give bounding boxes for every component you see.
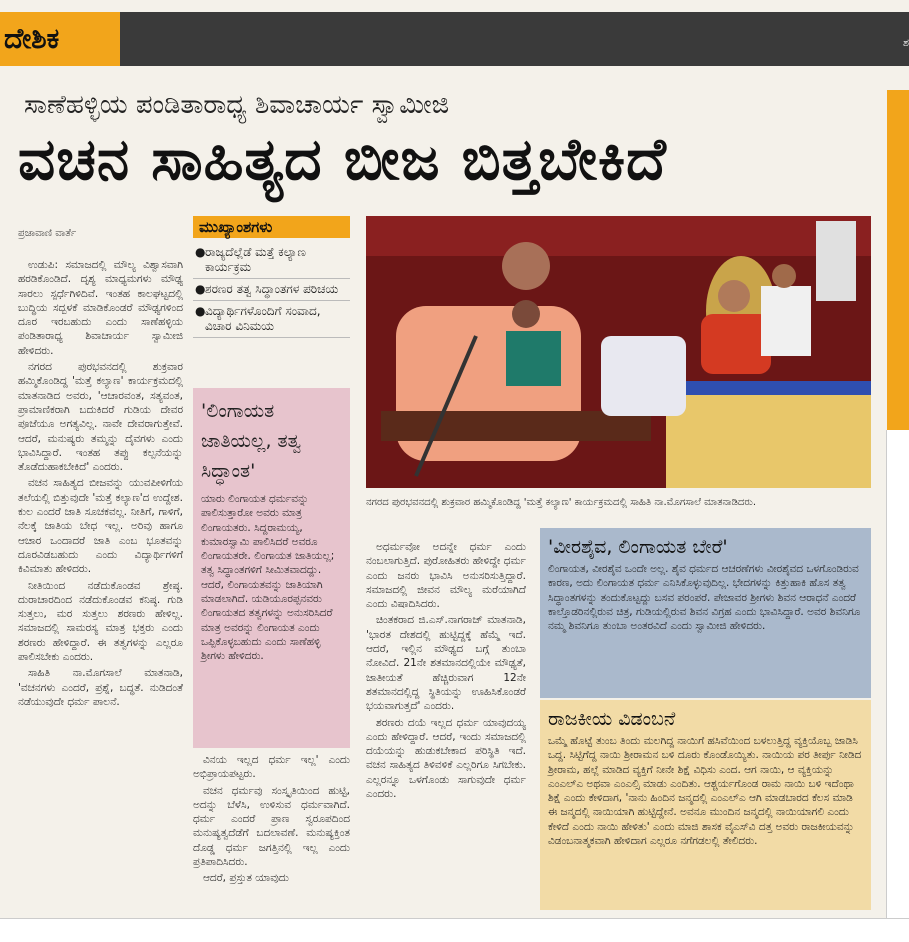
event-photo <box>366 216 871 488</box>
paragraph: ವಿನಯ ಇಲ್ಲದ ಧರ್ಮ ಇಲ್ಲ' ಎಂದು ಅಭಿಪ್ರಾಯಪಟ್ಟರು. <box>193 754 350 781</box>
paragraph: ನೀತಿಯಿಂದ ನಡೆದುಕೊಂಡವ ಶ್ರೇಷ್ಠ. ದುರಾಚಾರದಿಂದ ನಡೆದುಕೊಂಡವ ಕನಿಷ್ಠ. ಗುಡಿ ಸುತ್ತಲು, ಮರ ಸುತ್ತಲು ಶರಣರು ಹೇಳಿಲ್ಲ. ಸಮಾಜದಲ್ಲಿ ಸಾಮರಸ್ಯ ಮಾತ್ರ ಭಕ್ತರು ಎಂದು ಶರಣರು ಹೇಳಿದ್ದಾರೆ. ಈ ತತ್ವಗಳನ್ನು ಎಲ್ಲರೂ ಪಾಲಿಸಬೇಕು ಎಂದರು. <box>18 579 183 664</box>
header-right-text: ಶ <box>902 36 909 49</box>
sidebar-title: 'ವೀರಶೈವ, ಲಿಂಗಾಯತ ಬೇರೆ' <box>548 536 728 558</box>
article-column-2 <box>193 753 350 888</box>
section-label: ದೇಶಿಕ <box>0 12 120 66</box>
right-edge-column <box>886 430 909 940</box>
photo-caption: ನಗರದ ಪುರಭವನದಲ್ಲಿ ಶುಕ್ರವಾರ ಹಮ್ಮಿಕೊಂಡಿದ್ದ 'ಮತ್ತೆ ಕಲ್ಯಾಣ' ಕಾರ್ಯಕ್ರಮದಲ್ಲಿ ಸಾಹಿತಿ ನಾ.ಮೊಗಸಾಲೆ ಮಾತನಾಡಿದರು. <box>366 497 756 508</box>
lingayat-sidebar <box>193 388 350 748</box>
article-byline: ಪ್ರಜಾವಾಣಿ ವಾರ್ತೆ <box>18 228 77 239</box>
bullet-icon: ● <box>195 304 206 318</box>
sidebar-text: ಲಿಂಗಾಯತ, ವೀರಶೈವ ಒಂದೇ ಅಲ್ಲ. ಶೈವ ಧರ್ಮದ ಆಚರಣೆಗಳು ವೀರಶೈವದ ಒಳಗೊಂಡಿರುವ ಕಾರಣ, ಅದು ಲಿಂಗಾಯತ ಧರ್ಮ ಎನಿಸಿಕೊಳ್ಳುವುದಿಲ್ಲ. ಭೇದಗಳನ್ನು ಕಿತ್ತುಹಾಕಿ ಹೊಸ ತತ್ವ ಸಿದ್ಧಾಂತಗಳನ್ನು ತಂದುಕೊಟ್ಟದ್ದು ಬಸವ ಪರಂಪರೆ. ಪೇಜಾವರ ಶ್ರೀಗಳು ಶಿವನ ಆರಾಧನೆ ಎಂದರೆ ಕಾಲ್ತೊಡರಿನಲ್ಲಿರುವ ಚಿತ್ರ, ಗುಡಿಯಲ್ಲಿರುವ ಶಿವನ ವಿಗ್ರಹ ಎಂದು ಭಾವಿಸಿದ್ದಾರೆ. ಅವರ ಶಿವನಿಗೂ ನಮ್ಮ ಶಿವನಿಗೂ ತುಂಬಾ ಅಂತರವಿದೆ ಎಂದು ಸ್ವಾಮೀಜಿ ಹೇಳಿದರು. <box>548 563 861 633</box>
veerashaiva-sidebar <box>540 528 871 698</box>
highlights-title: ಮುಖ್ಯಾಂಶಗಳು <box>193 216 350 238</box>
list-item: ● ರಾಜ್ಯದೆಲ್ಲೆಡೆ ಮತ್ತೆ ಕಲ್ಯಾಣ ಕಾರ್ಯಕ್ರಮ <box>193 242 350 279</box>
article-kicker: ಸಾಣೆಹಳ್ಳಿಯ ಪಂಡಿತಾರಾಧ್ಯ ಶಿವಾಚಾರ್ಯ ಸ್ವಾಮೀಜಿ <box>24 90 450 120</box>
highlights-box <box>193 216 350 338</box>
paragraph: ಆದರೆ, ಪ್ರಸ್ತುತ ಯಾವುದು <box>203 872 289 885</box>
bullet-icon: ● <box>195 245 206 259</box>
paragraph: ಸಾಹಿತಿ ನಾ.ಮೊಗಸಾಲೆ ಮಾತನಾಡಿ, 'ವಚನಗಳು ಎಂದರೆ, ಪ್ರಶ್ನೆ, ಬದ್ಧತೆ. ನುಡಿದಂತೆ ನಡೆಯುವುದೇ ಧರ್ಮ ಪಾಲನೆ. <box>18 667 183 708</box>
paragraph: ನಗರದ ಪುರಭವನದಲ್ಲಿ ಶುಕ್ರವಾರ ಹಮ್ಮಿಕೊಂಡಿದ್ದ 'ಮತ್ತೆ ಕಲ್ಯಾಣ' ಕಾರ್ಯಕ್ರಮದಲ್ಲಿ ಮಾತನಾಡಿದ ಅವರು, 'ಆಚಾರವಂತ, ಸತ್ಯವಂತ, ಪ್ರಾಮಾಣಿಕರಾಗಿ ಬದುಕಿದರೆ ಗುಡಿಯ ದೇವರ ಪೂಜೆಯೂ ಅಗತ್ಯವಿಲ್ಲ. ನಾವೇ ದೇವರಾಗುತ್ತೇವೆ. ಆದರೆ, ಮನುಷ್ಯರು ತಮ್ಮನ್ನು ದೈವಗಳು ಎಂದು ಭಾವಿಸಿದ್ದಾರೆ. ಇಂತಹ ತಪ್ಪು ಕಲ್ಪನೆಯನ್ನು ತೊಡೆದುಹಾಕಬೇಕಿದೆ' ಎಂದರು. <box>18 361 183 474</box>
header-band <box>0 12 909 66</box>
list-item: ● ಶರಣರ ತತ್ವ ಸಿದ್ಧಾಂತಗಳ ಪರಿಚಯ <box>193 279 350 301</box>
paragraph: ವಚನ ಸಾಹಿತ್ಯದ ಬೀಜವನ್ನು ಯುವಪೀಳಿಗೆಯ ತಲೆಯಲ್ಲಿ ಬಿತ್ತುವುದೇ 'ಮತ್ತೆ ಕಲ್ಯಾಣ'ದ ಉದ್ದೇಶ. ಕುಲ ಎಂದರೆ ಜಾತಿ ಸೂಚಕವಲ್ಲ. ನೀತಿಗೆ, ಗಾಳಿಗೆ, ನೆಲಕ್ಕೆ ಜಾತಿಯ ಬೇಧ ಇಲ್ಲ. ಅರಿವು ಹಾಗೂ ಆಚಾರ ಒಂದಾದರೆ ಜಾತಿ ಎಂಬ ಭೂತವನ್ನು ದೂರವಿಡಬಹುದು ಎಂದು ವಿದ್ಯಾರ್ಥಿಗಳಿಗೆ ಕಿವಿಮಾತು ಹೇಳಿದರು. <box>18 477 183 576</box>
sidebar-title: 'ಲಿಂಗಾಯತ ಜಾತಿಯಲ್ಲ, ತತ್ವ ಸಿದ್ಧಾಂತ' <box>201 400 302 482</box>
article-column-3 <box>366 540 526 803</box>
paragraph: ವಚನ ಧರ್ಮವು ಸಂಸ್ಕೃತಿಯಿಂದ ಹುಟ್ಟಿ, ಅದನ್ನು ಬೆಳೆಸಿ, ಉಳಿಸುವ ಧರ್ಮವಾಗಿದೆ. ಧರ್ಮ ಎಂದರೆ ಪ್ರಾಣ ಸ್ವರೂಪದಿಂದ ಮನುಷ್ಯತ್ವದೆಡೆಗೆ ಬದಲಾವಣೆ. ಮನುಷ್ಯಕ್ತಿಂತ ದೊಡ್ಡ ಧರ್ಮ ಜಗತ್ತಿನಲ್ಲಿ ಇಲ್ಲ ಎಂದು ಪ್ರತಿಪಾದಿಸಿದರು. <box>193 784 350 869</box>
paragraph: ಅಧರ್ಮವೋ ಅದನ್ನೇ ಧರ್ಮ ಎಂದು ನಂಬಲಾಗುತ್ತಿದೆ. ಪುರೋಹಿತರು ಹೇಳಿದ್ದೇ ಧರ್ಮ ಎಂದು ಜನರು ಭಾವಿಸಿ ಅನುಸರಿಸುತ್ತಿದ್ದಾರೆ. ಸಮಾಜದಲ್ಲಿ ಜೀವನ ಮೌಲ್ಯ ಮರೆಯಾಗಿದೆ ಎಂದು ವಿಷಾದಿಸಿದರು. <box>366 541 526 611</box>
event-photo-illustration <box>366 216 871 488</box>
list-item: ● ವಿದ್ಯಾರ್ಥಿಗಳೊಂದಿಗೆ ಸಂವಾದ, ವಿಚಾರ ವಿನಿಮಯ <box>193 301 350 338</box>
sidebar-title: ರಾಜಕೀಯ ವಿಡಂಬನೆ <box>548 708 676 730</box>
sidebar-text: ಯಾರು ಲಿಂಗಾಯತ ಧರ್ಮವನ್ನು ಪಾಲಿಸುತ್ತಾರೋ ಅವರು ಮಾತ್ರ ಲಿಂಗಾಯತರು. ಸಿದ್ದರಾಮಯ್ಯ, ಕುಮಾರಸ್ವಾಮಿ ಪಾಲಿಸಿದರೆ ಅವರೂ ಲಿಂಗಾಯತರೇ. ಲಿಂಗಾಯತ ಜಾತಿಯಲ್ಲ; ತತ್ವ ಸಿದ್ಧಾಂತಗಳಿಗೆ ಸೀಮಿತವಾದದ್ದು. ಆದರೆ, ಲಿಂಗಾಯತವನ್ನು ಜಾತಿಯಾಗಿ ಮಾಡಲಾಗಿದೆ. ಯಡಿಯೂರಪ್ಪನವರು ಲಿಂಗಾಯತದ ತತ್ವಗಳನ್ನು ಅನುಸರಿಸಿದರೆ ಮಾತ್ರ ಅವರನ್ನು ಲಿಂಗಾಯತ ಎಂದು ಒಪ್ಪಿಕೊಳ್ಳಬಹುದು ಎಂದು ಸಾಣೆಹಳ್ಳಿ ಶ್ರೀಗಳು ಹೇಳಿದರು. <box>201 493 335 663</box>
paragraph: ಚಿಂತಕರಾದ ಜಿ.ಎಸ್.ನಾಗರಾಜ್ ಮಾತನಾಡಿ, 'ಭಾರತ ದೇಶದಲ್ಲಿ ಹುಟ್ಟಿದ್ದಕ್ಕೆ ಹೆಮ್ಮೆ ಇದೆ. ಆದರೆ, ಇಲ್ಲಿನ ಮೌಢ್ಯದ ಬಗ್ಗೆ ತುಂಬಾ ನೋವಿದೆ. 21ನೇ ಶತಮಾನದಲ್ಲಿಯೇ ಮೌಢ್ಯತೆ, ಜಾತೀಯತೆ ಹೆಚ್ಚಿರುವಾಗ 12ನೇ ಶತಮಾನದಲ್ಲಿದ್ದ ಸ್ಥಿತಿಯನ್ನು ಊಹಿಸಿಕೊಂಡರೆ ಭಯವಾಗುತ್ತದೆ' ಎಂದರು. <box>366 614 526 713</box>
article-headline: ವಚನ ಸಾಹಿತ್ಯದ ಬೀಜ ಬಿತ್ತಬೇಕಿದೆ <box>18 125 667 193</box>
sidebar-text: ಒಮ್ಮೆ ಹೊಟ್ಟೆ ತುಂಬ ತಿಂದು ಮಲಗಿದ್ದ ನಾಯಿಗೆ ಹಸಿವೆಯಿಂದ ಬಳಲುತ್ತಿದ್ದ ವ್ಯಕ್ತಿಯೊಬ್ಬ ಜಾಡಿಸಿ ಒದ್ದ. ಸಿಟ್ಟಿಗೆದ್ದ ನಾಯಿ ಶ್ರೀರಾಮನ ಬಳಿ ದೂರು ಕೊಂಡೊಯ್ಯಿತು. ನಾಯಿಯ ಪರ ತೀರ್ಪು ನೀಡಿದ ಶ್ರೀರಾಮ, ಹಲ್ಲೆ ಮಾಡಿದ ವ್ಯಕ್ತಿಗೆ ನೀನೇ ಶಿಕ್ಷೆ ವಿಧಿಸು ಎಂದ. ಆಗ ನಾಯಿ, ಆ ವ್ಯಕ್ತಿಯನ್ನು ಎಂಎಲ್ಎ ಅಥವಾ ಎಂಎಲ್ಸಿ ಮಾಡು ಎಂದಿತು. ಆಶ್ಚರ್ಯಗೊಂಡ ರಾಮ ನಾಯಿ ಬಳಿ ಇದೆಂಥಾ ಶಿಕ್ಷೆ ಎಂದು ಕೇಳಿದಾಗ, 'ನಾನು ಹಿಂದಿನ ಜನ್ಮದಲ್ಲಿ ಎಂಎಲ್ಎ ಆಗಿ ಮಾಡಬಾರದ ಕೆಲಸ ಮಾಡಿ ಈ ಜನ್ಮದಲ್ಲಿ ನಾಯಿಯಾಗಿ ಹುಟ್ಟಿದ್ದೇನೆ. ಅವನೂ ಮುಂದಿನ ಜನ್ಮದಲ್ಲಿ ನಾಯಿಯಾಗಲಿ ಎಂದು ಕೇಳಿದೆ ಎಂದು ನಾಯಿ ಹೇಳಿತು' ಎಂದು ಮಾಜಿ ಶಾಸಕ ವೈಎಸ್‌ವಿ ದತ್ತ ಅವರು ರಾಜಕೀಯವನ್ನು ವಿಡಂಬನಾತ್ಮಕವಾಗಿ ಹೇಳಿದಾಗ ಎಲ್ಲರೂ ನಗೆಗಡಲಲ್ಲಿ ತೇಲಿದರು. <box>548 735 862 848</box>
paragraph: ಉಡುಪಿ: ಸಮಾಜದಲ್ಲಿ ಮೌಲ್ಯ ವಿಶ್ವಾಸವಾಗಿ ಹರಡಿಕೊಂಡಿದೆ. ದೃಶ್ಯ ಮಾಧ್ಯಮಗಳು ಮೌಢ್ಯ ಸಾರಲು ಸ್ಪರ್ಧೆಗಿಳಿದಿವೆ. ಇಂತಹ ಕಾಲಘಟ್ಟದಲ್ಲಿ ಬುದ್ಧಿಯ ಸದ್ಬಳಕೆ ಮಾಡಿಕೊಂಡರೆ ಮೌಢ್ಯಗಳಿಂದ ದೂರ ಇರಬಹುದು ಎಂದು ಸಾಣೆಹಳ್ಳಿಯ ಪಂಡಿತಾರಾಧ್ಯ ಶಿವಾಚಾರ್ಯ ಸ್ವಾಮೀಜಿ ಹೇಳಿದರು. <box>18 259 183 357</box>
highlights-list <box>193 242 350 338</box>
political-satire-sidebar <box>540 700 871 910</box>
paragraph: ಶರಣರು ದಯೆ ಇಲ್ಲದ ಧರ್ಮ ಯಾವುದಯ್ಯ ಎಂದು ಹೇಳಿದ್ದಾರೆ. ಆದರೆ, ಇಂದು ಸಮಾಜದಲ್ಲಿ ದಯೆಯನ್ನು ಹುಡುಕಬೇಕಾದ ಪರಿಸ್ಥಿತಿ ಇದೆ. ವಚನ ಸಾಹಿತ್ಯದ ತಿಳಿವಳಿಕೆ ಎಲ್ಲರಿಗೂ ಸಿಗಬೇಕು. ಎಲ್ಲರನ್ನೂ ಒಳಗೊಂಡು ಸಾಗುವುದೇ ಧರ್ಮ ಎಂದರು. <box>366 716 526 801</box>
right-edge-strip <box>887 90 909 430</box>
article-column-1 <box>18 258 183 711</box>
bullet-icon: ● <box>195 282 206 296</box>
next-article-strip <box>0 918 909 942</box>
